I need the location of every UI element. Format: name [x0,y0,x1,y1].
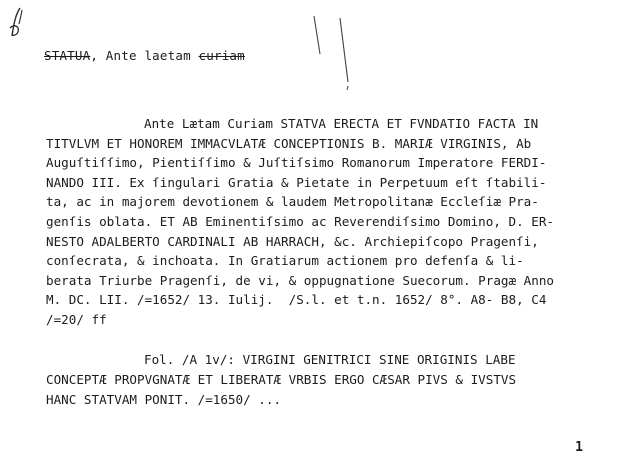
card-incipit [46,350,566,410]
heading-rest: , Ante laetam [90,48,199,63]
incipit-line: HANC STATVAM PONIT. /=1650/ ... [46,392,282,407]
heading-struck-word: curiam [198,48,245,63]
description-line: /=20/ ff [46,311,107,327]
description-line: genſis oblata. ET AB Eminentiſsimo ac Reverendiſsimo Domino, D. ER- [46,213,554,229]
description-line: M. DC. LII. /=1652/ 13. Iulij. /S.l. et t.n. 1652/ 8°. A8- B8, C4 [46,292,547,308]
description-line: NANDO III. Ex ſingulari Gratia & Pietate in Perpetuum eſt ſtabili- [46,174,547,190]
description-line: Auguſtiſſimo, Pientiſſimo & Juſtiſsimo Romanorum Imperatore FERDI- [46,155,547,171]
page-number: 1 [575,440,583,455]
card-description [46,114,566,330]
pencil-strokes [300,10,360,100]
heading-lemma: STATUA [44,48,91,63]
description-line: conſecrata, & inchoata. In Gratiarum actionem pro defenſa & li- [46,253,524,269]
description-line: NESTO ADALBERTO CARDINALI AB HARRACH, &c. Archiepiſcopo Pragenſi, [46,233,539,249]
incipit-line: CONCEPTÆ PROPVGNATÆ ET LIBERATÆ VRBIS ERGO CÆSAR PIVS & IVSTVS [46,372,517,387]
incipit-line: Fol. /A 1v/: VIRGINI GENITRICI SINE ORIGINIS LABE [144,352,516,367]
description-line: Ante Lætam Curiam STATVA ERECTA ET FVNDATIO FACTA IN [144,116,539,131]
handwritten-mark [6,6,30,42]
card-heading [44,48,245,63]
description-line: berata Triurbe Pragenſi, de vi, & oppugnatione Suecorum. Pragæ Anno [46,272,554,288]
description-line: TITVLVM ET HONOREM IMMACVLATÆ CONCEPTIONIS B. MARIÆ VIRGINIS, Ab [46,135,532,151]
description-line: ta, ac in majorem devotionem & laudem Metropolitanæ Eccleſiæ Pra- [46,194,539,210]
